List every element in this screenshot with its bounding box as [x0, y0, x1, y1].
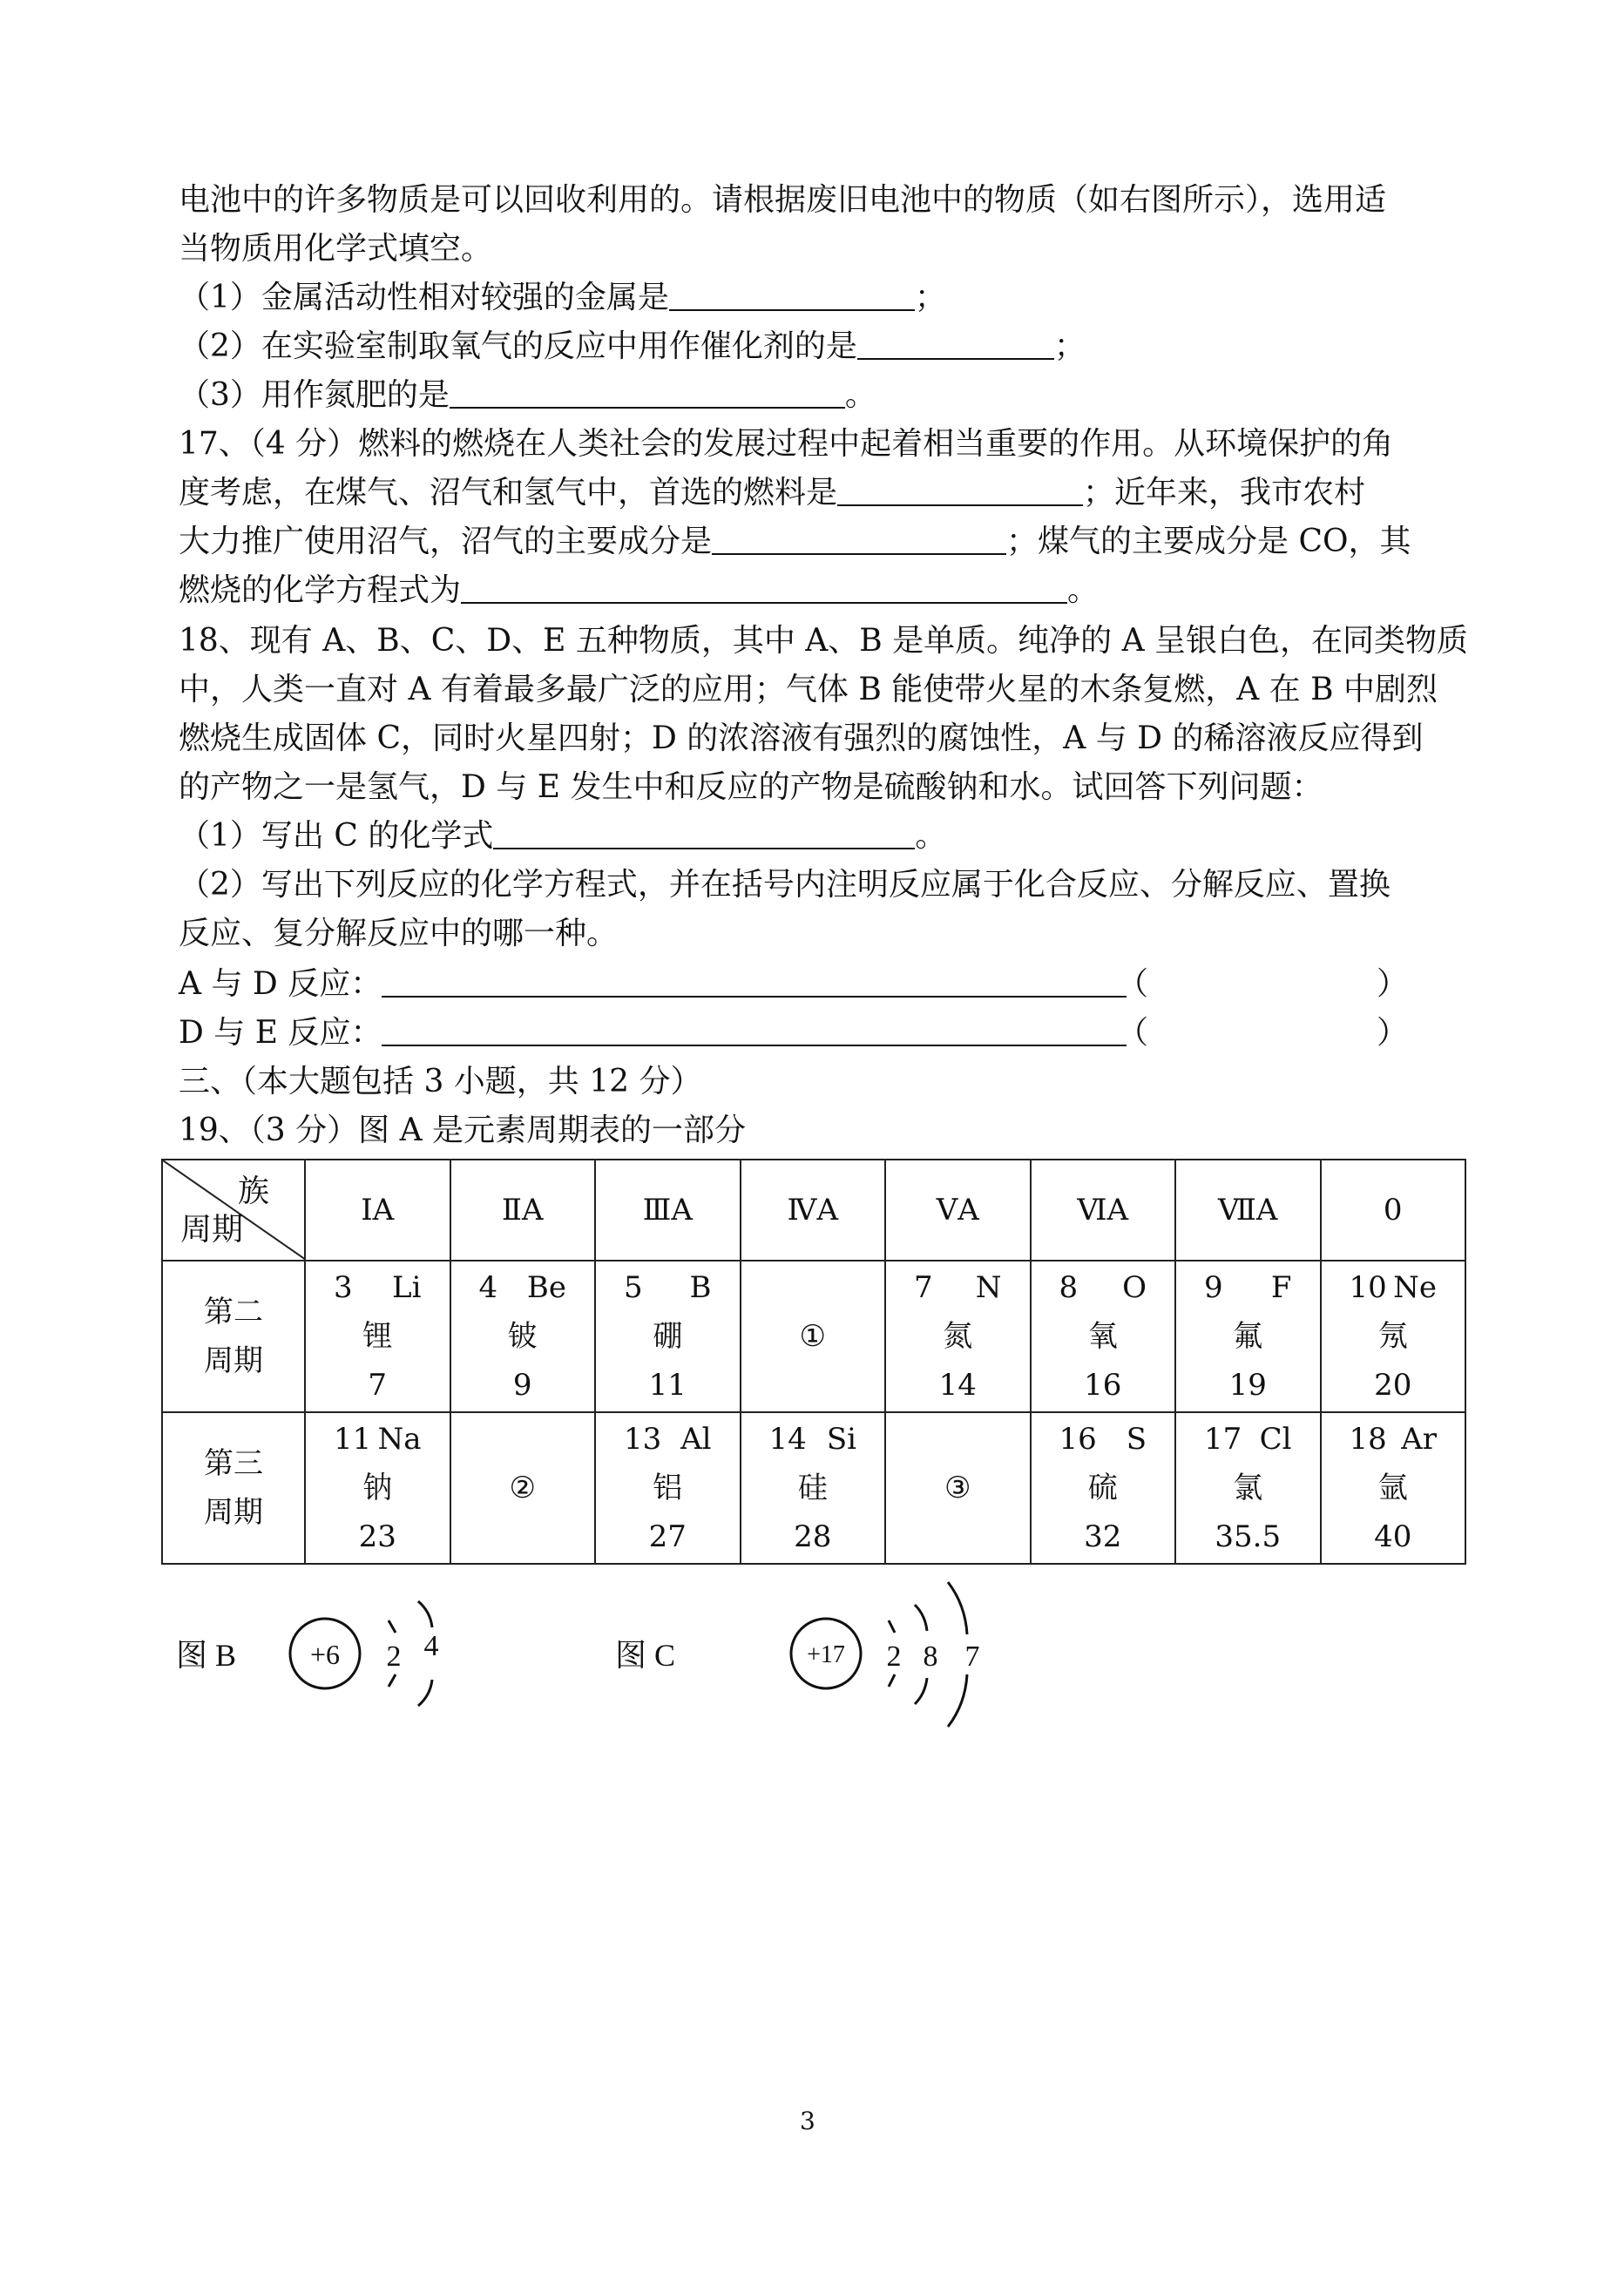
- atomic-mass: 14: [938, 1368, 977, 1403]
- unknown-element-marker: ③: [885, 1412, 1031, 1564]
- answer-blank[interactable]: [857, 332, 1054, 360]
- figure-b-label: 图 B: [176, 1638, 237, 1673]
- period-row: [162, 1412, 1465, 1564]
- atomic-mass: 35.5: [1215, 1519, 1282, 1554]
- element-name: 氩: [1377, 1471, 1408, 1505]
- q16-part3-end: 。: [844, 377, 876, 413]
- atomic-mass: 20: [1374, 1368, 1412, 1403]
- shell-electrons: 8: [923, 1640, 938, 1673]
- atomic-mass: 32: [1084, 1519, 1122, 1554]
- intro-line-2: 当物质用化学式填空。: [179, 231, 493, 267]
- element-name: 氯: [1233, 1471, 1263, 1505]
- element-name: 钠: [362, 1471, 393, 1505]
- element-name: 硼: [653, 1319, 683, 1354]
- q17-text: 。: [1067, 572, 1100, 608]
- q17-line-2: [179, 476, 1365, 511]
- period-label-line: 第三: [204, 1446, 263, 1481]
- answer-blank[interactable]: [669, 283, 915, 311]
- element-name: 硅: [797, 1471, 828, 1505]
- atomic-number: 10: [1349, 1270, 1387, 1305]
- shell-arc: [418, 1680, 432, 1706]
- figure-b-atom-structure: [157, 1575, 540, 1723]
- atomic-number: 3: [334, 1270, 353, 1305]
- element-symbol: Be: [526, 1270, 566, 1305]
- figure-c-label: 图 C: [615, 1638, 676, 1673]
- left-paren: （: [1117, 1015, 1149, 1051]
- q17-text: 度考虑，在煤气、沼气和氢气中，首选的燃料是: [179, 475, 838, 511]
- q16-part1-end: ；: [914, 280, 946, 315]
- atomic-number: 14: [768, 1422, 807, 1457]
- element-number-symbol: [596, 1415, 740, 1464]
- element-number-symbol: [596, 1263, 740, 1312]
- equation-blank[interactable]: [382, 970, 1127, 998]
- element-cell: [1175, 1261, 1321, 1412]
- element-cell: [885, 1261, 1031, 1412]
- atomic-number: 13: [624, 1422, 662, 1457]
- q17-line-1: 17、（4 分）燃料的燃烧在人类社会的发展过程中起着相当重要的作用。从环境保护的角: [179, 426, 1394, 462]
- period-label: [162, 1412, 305, 1564]
- q16-part3: [179, 378, 876, 413]
- period-row: [162, 1261, 1465, 1412]
- shell-electrons: 4: [423, 1630, 439, 1662]
- q16-part1-text: （1）金属活动性相对较强的金属是: [179, 280, 669, 315]
- element-number-symbol: [451, 1263, 595, 1312]
- answer-blank[interactable]: [837, 478, 1083, 506]
- q17-text: ；煤气的主要成分是 CO，其: [1006, 524, 1411, 559]
- atomic-number: 9: [1204, 1270, 1223, 1305]
- element-name: 铍: [507, 1319, 538, 1354]
- period-label-line: 周期: [204, 1495, 263, 1530]
- answer-blank[interactable]: [712, 527, 1006, 555]
- element-symbol: Na: [377, 1422, 422, 1457]
- q16-part3-text: （3）用作氮肥的是: [179, 377, 450, 413]
- q16-part2: [179, 329, 1086, 364]
- group-header-row: [162, 1160, 1465, 1261]
- q18-line-2: 中，人类一直对 A 有着最多最广泛的应用；气体 B 能使带火星的木条复燃，A 在 B 中剧烈: [179, 672, 1438, 707]
- atomic-number: 16: [1059, 1422, 1097, 1457]
- element-name: 硫: [1087, 1471, 1118, 1505]
- element-number-symbol: [1176, 1415, 1320, 1464]
- element-cell: [1031, 1412, 1176, 1564]
- shell-arc: [389, 1620, 396, 1633]
- element-cell: [1321, 1261, 1466, 1412]
- q17-line-3: [179, 524, 1411, 559]
- atomic-mass: 23: [358, 1519, 396, 1554]
- element-cell: [595, 1261, 741, 1412]
- element-number-symbol: [306, 1415, 450, 1464]
- element-symbol: Ne: [1393, 1270, 1437, 1305]
- right-paren: ）: [1377, 1015, 1409, 1051]
- q18-part2-line-1: （2）写出下列反应的化学方程式，并在括号内注明反应属于化合反应、分解反应、置换: [179, 867, 1391, 903]
- q18-line-4: 的产物之一是氢气，D 与 E 发生中和反应的产物是硫酸钠和水。试回答下列问题：: [179, 769, 1323, 805]
- shell-arc: [889, 1620, 895, 1633]
- group-header: ⅣA: [741, 1160, 886, 1261]
- figure-c-atom-structure: [601, 1565, 1037, 1730]
- group-header: ⅥA: [1031, 1160, 1176, 1261]
- element-name: 氧: [1087, 1319, 1118, 1354]
- element-symbol: S: [1126, 1422, 1147, 1457]
- element-name: 锂: [362, 1319, 393, 1354]
- atomic-mass: 16: [1084, 1368, 1122, 1403]
- group-header: ⅠA: [305, 1160, 450, 1261]
- element-cell: [1175, 1412, 1321, 1564]
- group-header: ⅢA: [595, 1160, 741, 1261]
- nucleus-charge: +17: [807, 1641, 845, 1668]
- element-symbol: Cl: [1259, 1422, 1292, 1457]
- q17-text: ；近年来，我市农村: [1083, 475, 1366, 511]
- left-paren: （: [1117, 966, 1149, 1002]
- answer-blank[interactable]: [450, 381, 845, 409]
- q18-line-3: 燃烧生成固体 C，同时火星四射；D 的浓溶液有强烈的腐蚀性，A 与 D 的稀溶液反应得到: [179, 720, 1424, 756]
- element-symbol: F: [1270, 1270, 1292, 1305]
- element-cell: [1321, 1412, 1466, 1564]
- atomic-number: 17: [1204, 1422, 1242, 1457]
- element-symbol: N: [975, 1270, 1002, 1305]
- q16-part1: [179, 281, 946, 315]
- shell-arc: [915, 1605, 927, 1631]
- unknown-element-marker: ①: [741, 1261, 886, 1412]
- element-name: 氟: [1233, 1319, 1263, 1354]
- period-label-line: 周期: [204, 1343, 263, 1378]
- q18-part2-line-2: 反应、复分解反应中的哪一种。: [179, 916, 619, 951]
- q17-text: 大力推广使用沼气，沼气的主要成分是: [179, 524, 713, 559]
- shell-arc: [948, 1582, 967, 1634]
- element-cell: [741, 1412, 886, 1564]
- nucleus-charge: +6: [309, 1639, 341, 1670]
- atomic-number: 11: [334, 1422, 372, 1457]
- q17-text: 燃烧的化学方程式为: [179, 572, 462, 608]
- shell-arc: [948, 1674, 967, 1727]
- element-name: 氖: [1377, 1319, 1408, 1354]
- element-symbol: Ar: [1401, 1422, 1437, 1457]
- q17-line-4: [179, 573, 1099, 608]
- q18-text: （1）写出 C 的化学式: [179, 818, 494, 854]
- element-number-symbol: [1032, 1263, 1175, 1312]
- atomic-number: 18: [1349, 1422, 1387, 1457]
- shell-arc: [915, 1678, 927, 1704]
- unknown-element-marker: ②: [450, 1412, 596, 1564]
- shell-arc: [389, 1674, 396, 1687]
- atomic-mass: 19: [1228, 1368, 1267, 1403]
- section-3-heading: 三、（本大题包括 3 小题，共 12 分）: [179, 1064, 702, 1099]
- element-symbol: Si: [826, 1422, 856, 1457]
- shell-electrons: 2: [886, 1640, 902, 1673]
- answer-blank[interactable]: [461, 576, 1067, 604]
- q18-line-1: 18、现有 A、B、C、D、E 五种物质，其中 A、B 是单质。纯净的 A 呈银白色，在同类物质: [179, 623, 1469, 659]
- element-symbol: Li: [392, 1270, 422, 1305]
- q16-part2-text: （2）在实验室制取氧气的反应中用作催化剂的是: [179, 328, 857, 364]
- element-symbol: Al: [680, 1422, 712, 1457]
- periodic-table-figure-a: [161, 1159, 1466, 1565]
- atomic-mass: 40: [1374, 1519, 1412, 1554]
- element-cell: [1031, 1261, 1176, 1412]
- q18-text: 。: [915, 818, 947, 854]
- element-number-symbol: [1322, 1415, 1465, 1464]
- right-paren: ）: [1377, 966, 1409, 1002]
- corner-group-label: 族: [237, 1174, 269, 1209]
- atomic-number: 5: [624, 1270, 643, 1305]
- shell-electrons: 2: [386, 1640, 402, 1673]
- shell-arc: [418, 1601, 432, 1627]
- group-header: ⅦA: [1175, 1160, 1321, 1261]
- atomic-mass: 11: [648, 1368, 687, 1403]
- period-label: [162, 1261, 305, 1412]
- element-symbol: O: [1122, 1270, 1147, 1305]
- answer-blank[interactable]: [493, 822, 915, 849]
- element-cell: [450, 1261, 596, 1412]
- period-label-line: 第二: [204, 1295, 263, 1329]
- element-cell: [305, 1261, 450, 1412]
- q18-ad-reaction: [179, 967, 1127, 1002]
- corner-period-label: 周期: [180, 1212, 244, 1248]
- element-number-symbol: [886, 1263, 1030, 1312]
- atomic-number: 8: [1059, 1270, 1079, 1305]
- intro-line-1: 电池中的许多物质是可以回收利用的。请根据废旧电池中的物质（如右图所示），选用适: [179, 182, 1387, 218]
- corner-cell: [162, 1160, 305, 1261]
- q19-line: 19、（3 分）图 A 是元素周期表的一部分: [179, 1113, 747, 1148]
- element-cell: [595, 1412, 741, 1564]
- atomic-mass: 9: [512, 1368, 532, 1403]
- atomic-number: 7: [914, 1270, 933, 1305]
- atomic-mass: 28: [794, 1519, 832, 1554]
- group-header: ⅤA: [885, 1160, 1031, 1261]
- equation-blank[interactable]: [382, 1018, 1127, 1046]
- page-number: 3: [800, 2107, 815, 2135]
- q18-label: D 与 E 反应：: [179, 1015, 382, 1051]
- element-cell: [305, 1412, 450, 1564]
- q18-de-reaction: [179, 1016, 1127, 1051]
- q16-part2-end: ；: [1053, 328, 1086, 364]
- atomic-mass: 7: [368, 1368, 388, 1403]
- atomic-number: 4: [478, 1270, 498, 1305]
- element-name: 铝: [653, 1471, 683, 1505]
- element-number-symbol: [1176, 1263, 1320, 1312]
- element-name: 氮: [943, 1319, 973, 1354]
- element-number-symbol: [306, 1263, 450, 1312]
- atomic-mass: 27: [648, 1519, 687, 1554]
- element-symbol: B: [689, 1270, 712, 1305]
- q18-label: A 与 D 反应：: [179, 966, 382, 1002]
- q18-part1: [179, 819, 946, 854]
- group-header: 0: [1321, 1160, 1466, 1261]
- shell-electrons: 7: [964, 1640, 980, 1673]
- element-number-symbol: [1032, 1415, 1175, 1464]
- element-number-symbol: [741, 1415, 885, 1464]
- element-number-symbol: [1322, 1263, 1465, 1312]
- group-header: ⅡA: [450, 1160, 596, 1261]
- shell-arc: [889, 1674, 895, 1687]
